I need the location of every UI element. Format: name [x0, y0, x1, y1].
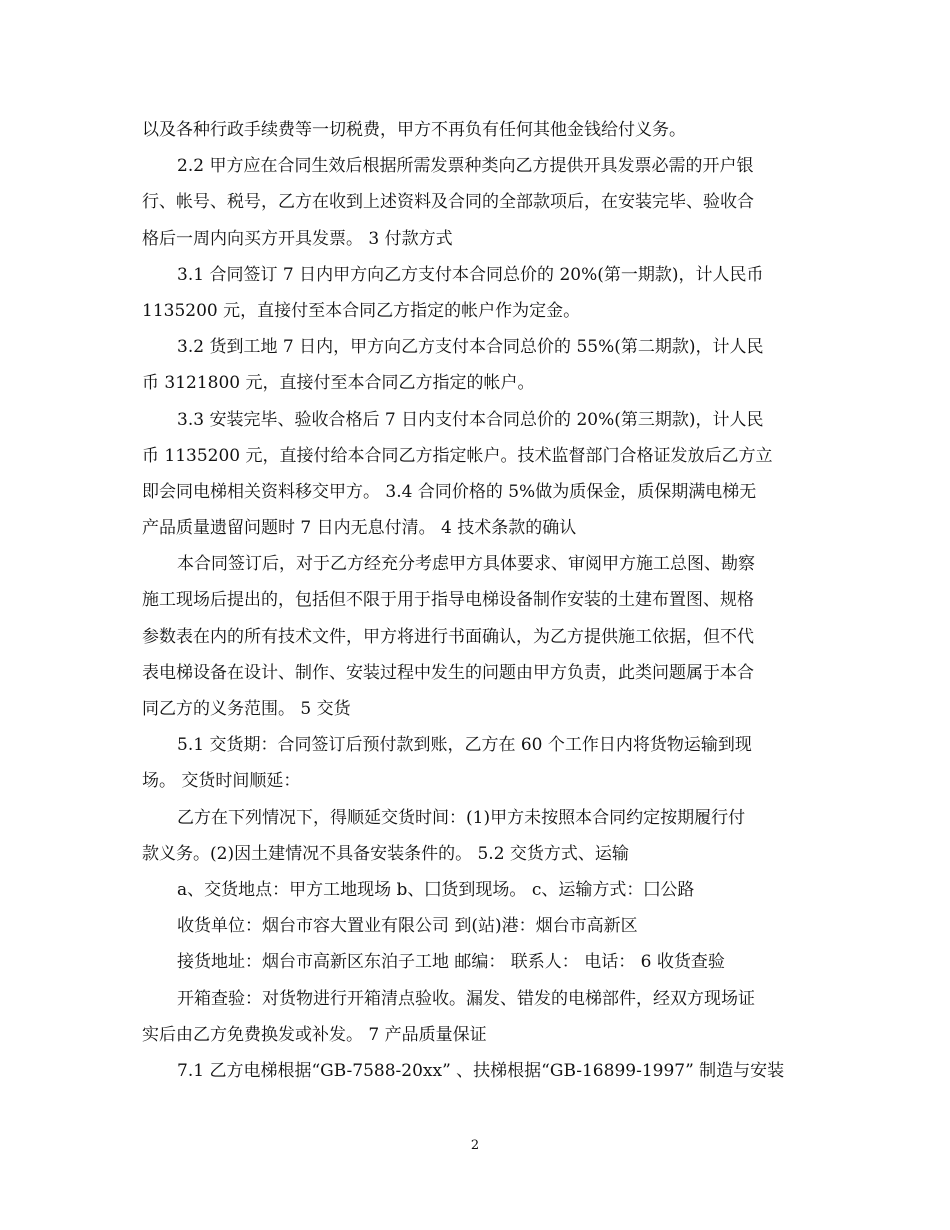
text-line: 表电梯设备在设计、制作、安装过程中发生的问题由甲方负责，此类问题属于本合 [142, 662, 754, 683]
text-line: 开箱查验：对货物进行开箱清点验收。漏发、错发的电梯部件，经双方现场证 [177, 988, 755, 1009]
text-line: 币 3121800 元，直接付至本合同乙方指定的帐户。 [142, 373, 535, 394]
text-line: 实后由乙方免费换发或补发。 7 产品质量保证 [142, 1024, 487, 1045]
text-line: 场。 交货时间顺延： [142, 771, 301, 792]
text-line: 1135200 元，直接付至本合同乙方指定的帐户作为定金。 [142, 300, 581, 321]
text-line: 本合同签订后，对于乙方经充分考虑甲方具体要求、审阅甲方施工总图、勘察 [177, 554, 755, 575]
text-line: 同乙方的义务范围。 5 交货 [142, 699, 351, 719]
text-line: 收货单位：烟台市容大置业有限公司 到(站)港：烟台市高新区 [177, 916, 638, 937]
text-line: 2.2 甲方应在合同生效后根据所需发票种类向乙方提供开具发票必需的开户银 [177, 156, 754, 177]
text-line: 格后一周内向买方开具发票。 3 付款方式 [142, 228, 453, 249]
text-line: 以及各种行政手续费等一切税费，甲方不再负有任何其他金钱给付义务。 [142, 120, 686, 140]
document-body [142, 112, 806, 1089]
text-line: 行、帐号、税号，乙方在收到上述资料及合同的全部款项后，在安装完毕、验收合 [142, 192, 754, 213]
text-line: 接货地址：烟台市高新区东泊子工地 邮编： 联系人： 电话： 6 收货查验 [177, 952, 725, 973]
text-line: 产品质量遗留问题时 7 日内无息付清。 4 技术条款的确认 [142, 518, 577, 539]
text-line: 3.1 合同签订 7 日内甲方向乙方支付本合同总价的 20%(第一期款)，计人民币 [177, 264, 764, 285]
text-line: 即会同电梯相关资料移交甲方。 3.4 合同价格的 5%做为质保金，质保期满电梯无 [142, 481, 757, 502]
text-line: 3.3 安装完毕、验收合格后 7 日内支付本合同总价的 20%(第三期款)，计人民 [177, 409, 764, 430]
text-line: 3.2 货到工地 7 日内，甲方向乙方支付本合同总价的 55%(第二期款)，计人民 [177, 337, 764, 358]
text-line: 7.1 乙方电梯根据“GB-7588-20xx” 、扶梯根据“GB-16899-1997” 制造与安装 [177, 1060, 785, 1081]
text-line: 施工现场后提出的，包括但不限于用于指导电梯设备制作安装的土建布置图、规格 [142, 590, 754, 611]
text-line: 乙方在下列情况下，得顺延交货时间：(1)甲方未按照本合同约定按期履行付 [177, 807, 746, 828]
text-line: 5.1 交货期：合同签订后预付款到账，乙方在 60 个工作日内将货物运输到现 [177, 735, 752, 756]
text-line: 币 1135200 元，直接付给本合同乙方指定帐户。技术监督部门合格证发放后乙方立 [142, 445, 773, 466]
page-number: 2 [470, 1138, 480, 1153]
text-line: 款义务。(2)因土建情况不具备安装条件的。 5.2 交货方式、运输 [142, 843, 629, 864]
text-line: 参数表在内的所有技术文件，甲方将进行书面确认，为乙方提供施工依据，但不代 [142, 626, 754, 647]
text-line: a、交货地点：甲方工地现场 b、囗货到现场。 c、运输方式：囗公路 [177, 879, 695, 900]
